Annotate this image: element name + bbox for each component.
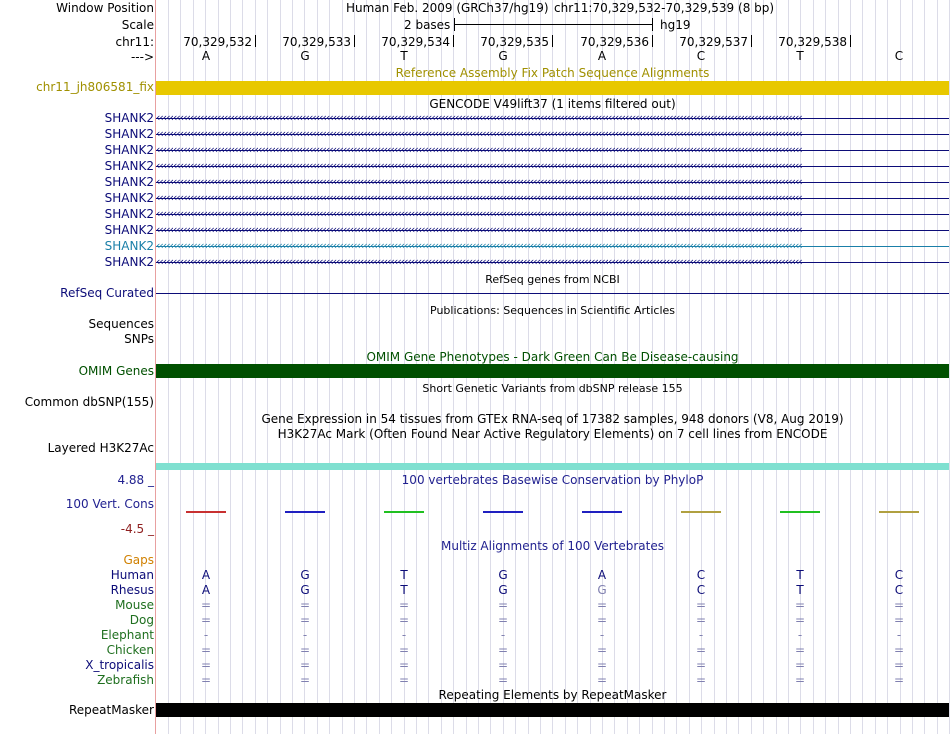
phylop-bar[interactable] xyxy=(384,511,424,513)
phylop-bar[interactable] xyxy=(582,511,622,513)
strand-arrows: ‹‹‹‹‹‹‹‹‹‹‹‹‹‹‹‹‹‹‹‹‹‹‹‹‹‹‹‹‹‹‹‹‹‹‹‹‹‹‹‹‹‹‹‹‹‹‹‹‹‹‹‹‹‹‹‹‹‹‹‹‹‹‹‹‹‹‹‹‹‹‹‹‹‹‹‹‹‹‹‹‹‹‹‹‹‹‹‹‹‹‹‹‹‹‹‹‹‹‹‹‹‹‹‹‹‹‹‹‹‹‹‹‹‹‹‹‹‹‹‹‹‹‹‹‹‹‹‹‹‹‹‹‹‹‹‹‹‹‹‹‹‹‹‹‹‹‹‹‹‹‹‹‹‹‹‹‹‹‹‹‹‹‹‹‹‹‹‹‹‹‹‹‹‹‹‹‹‹‹‹‹‹‹‹‹‹‹‹‹‹ xyxy=(156,111,802,124)
alignment-base: = xyxy=(695,613,707,627)
alignment-base: - xyxy=(698,628,704,642)
alignment-base: = xyxy=(299,673,311,687)
strand-arrows: ‹‹‹‹‹‹‹‹‹‹‹‹‹‹‹‹‹‹‹‹‹‹‹‹‹‹‹‹‹‹‹‹‹‹‹‹‹‹‹‹‹‹‹‹‹‹‹‹‹‹‹‹‹‹‹‹‹‹‹‹‹‹‹‹‹‹‹‹‹‹‹‹‹‹‹‹‹‹‹‹‹‹‹‹‹‹‹‹‹‹‹‹‹‹‹‹‹‹‹‹‹‹‹‹‹‹‹‹‹‹‹‹‹‹‹‹‹‹‹‹‹‹‹‹‹‹‹‹‹‹‹‹‹‹‹‹‹‹‹‹‹‹‹‹‹‹‹‹‹‹‹‹‹‹‹‹‹‹‹‹‹‹‹‹‹‹‹‹‹‹‹‹‹‹‹‹‹‹‹‹‹‹‹‹‹‹‹‹‹‹ xyxy=(156,207,802,220)
phylop-bar[interactable] xyxy=(780,511,820,513)
alignment-base: - xyxy=(797,628,803,642)
alignment-base: = xyxy=(794,673,806,687)
gencode-transcript[interactable] xyxy=(156,158,949,174)
coordinate-label: 70,329,538 xyxy=(778,35,847,49)
snps-label[interactable]: SNPs xyxy=(124,332,154,346)
species-label[interactable]: X_tropicalis xyxy=(85,658,154,672)
gencode-gene-label[interactable]: SHANK2 xyxy=(104,191,154,205)
alignment-base: - xyxy=(599,628,605,642)
h3k27ac-title: H3K27Ac Mark (Often Found Near Active Regulatory Elements) on 7 cell lines from ENCODE xyxy=(277,427,828,441)
species-label[interactable]: Elephant xyxy=(100,628,154,642)
phylop-max-label: 4.88 _ xyxy=(117,473,154,487)
strand-arrows: ‹‹‹‹‹‹‹‹‹‹‹‹‹‹‹‹‹‹‹‹‹‹‹‹‹‹‹‹‹‹‹‹‹‹‹‹‹‹‹‹‹‹‹‹‹‹‹‹‹‹‹‹‹‹‹‹‹‹‹‹‹‹‹‹‹‹‹‹‹‹‹‹‹‹‹‹‹‹‹‹‹‹‹‹‹‹‹‹‹‹‹‹‹‹‹‹‹‹‹‹‹‹‹‹‹‹‹‹‹‹‹‹‹‹‹‹‹‹‹‹‹‹‹‹‹‹‹‹‹‹‹‹‹‹‹‹‹‹‹‹‹‹‹‹‹‹‹‹‹‹‹‹‹‹‹‹‹‹‹‹‹‹‹‹‹‹‹‹‹‹‹‹‹‹‹‹‹‹‹‹‹‹‹‹‹‹‹‹‹‹ xyxy=(156,255,802,268)
alignment-base: = xyxy=(893,613,905,627)
coordinate-label: 70,329,533 xyxy=(282,35,351,49)
alignment-base: = xyxy=(200,658,212,672)
gencode-transcript[interactable] xyxy=(156,222,949,238)
alignment-base: - xyxy=(302,628,308,642)
alignment-base: = xyxy=(299,643,311,657)
alignment-base: = xyxy=(893,598,905,612)
alignment-base: - xyxy=(401,628,407,642)
gencode-transcript[interactable] xyxy=(156,238,949,254)
alignment-base: T xyxy=(796,568,804,582)
publications-title: Publications: Sequences in Scientific Articles xyxy=(430,304,675,317)
coordinate-label: 70,329,534 xyxy=(381,35,450,49)
gaps-label[interactable]: Gaps xyxy=(123,553,154,567)
alignment-base: = xyxy=(398,613,410,627)
strand-label: ---> xyxy=(130,50,154,64)
phylop-bar[interactable] xyxy=(285,511,325,513)
alignment-base: = xyxy=(893,643,905,657)
alignment-base: C xyxy=(696,583,706,597)
coordinate-label: 70,329,535 xyxy=(480,35,549,49)
alignment-base: G xyxy=(498,568,508,582)
gencode-gene-label[interactable]: SHANK2 xyxy=(104,207,154,221)
dbsnp-title: Short Genetic Variants from dbSNP release 155 xyxy=(422,382,683,395)
position-readout: chr11:70,329,532-70,329,539 (8 bp) xyxy=(554,1,775,15)
strand-arrows: ‹‹‹‹‹‹‹‹‹‹‹‹‹‹‹‹‹‹‹‹‹‹‹‹‹‹‹‹‹‹‹‹‹‹‹‹‹‹‹‹‹‹‹‹‹‹‹‹‹‹‹‹‹‹‹‹‹‹‹‹‹‹‹‹‹‹‹‹‹‹‹‹‹‹‹‹‹‹‹‹‹‹‹‹‹‹‹‹‹‹‹‹‹‹‹‹‹‹‹‹‹‹‹‹‹‹‹‹‹‹‹‹‹‹‹‹‹‹‹‹‹‹‹‹‹‹‹‹‹‹‹‹‹‹‹‹‹‹‹‹‹‹‹‹‹‹‹‹‹‹‹‹‹‹‹‹‹‹‹‹‹‹‹‹‹‹‹‹‹‹‹‹‹‹‹‹‹‹‹‹‹‹‹‹‹‹‹‹‹‹ xyxy=(156,191,802,204)
gencode-gene-label[interactable]: SHANK2 xyxy=(104,127,154,141)
species-label[interactable]: Zebrafish xyxy=(97,673,154,687)
alignment-base: = xyxy=(299,613,311,627)
h3k27ac-signal[interactable] xyxy=(156,463,949,470)
chrom-label: chr11: xyxy=(115,35,154,49)
alignment-base: = xyxy=(398,598,410,612)
alignment-base: C xyxy=(696,568,706,582)
species-label[interactable]: Mouse xyxy=(115,598,154,612)
alignment-base: C xyxy=(894,568,904,582)
alignment-base: = xyxy=(497,673,509,687)
coordinate-tick xyxy=(552,35,553,47)
species-label[interactable]: Human xyxy=(110,568,154,582)
gencode-transcript[interactable] xyxy=(156,110,949,126)
gencode-transcript[interactable] xyxy=(156,254,949,270)
strand-arrows: ‹‹‹‹‹‹‹‹‹‹‹‹‹‹‹‹‹‹‹‹‹‹‹‹‹‹‹‹‹‹‹‹‹‹‹‹‹‹‹‹‹‹‹‹‹‹‹‹‹‹‹‹‹‹‹‹‹‹‹‹‹‹‹‹‹‹‹‹‹‹‹‹‹‹‹‹‹‹‹‹‹‹‹‹‹‹‹‹‹‹‹‹‹‹‹‹‹‹‹‹‹‹‹‹‹‹‹‹‹‹‹‹‹‹‹‹‹‹‹‹‹‹‹‹‹‹‹‹‹‹‹‹‹‹‹‹‹‹‹‹‹‹‹‹‹‹‹‹‹‹‹‹‹‹‹‹‹‹‹‹‹‹‹‹‹‹‹‹‹‹‹‹‹‹‹‹‹‹‹‹‹‹‹‹‹‹‹‹‹‹ xyxy=(156,239,802,252)
fix-patch-label[interactable]: chr11_jh806581_fix xyxy=(36,80,154,94)
strand-arrows: ‹‹‹‹‹‹‹‹‹‹‹‹‹‹‹‹‹‹‹‹‹‹‹‹‹‹‹‹‹‹‹‹‹‹‹‹‹‹‹‹‹‹‹‹‹‹‹‹‹‹‹‹‹‹‹‹‹‹‹‹‹‹‹‹‹‹‹‹‹‹‹‹‹‹‹‹‹‹‹‹‹‹‹‹‹‹‹‹‹‹‹‹‹‹‹‹‹‹‹‹‹‹‹‹‹‹‹‹‹‹‹‹‹‹‹‹‹‹‹‹‹‹‹‹‹‹‹‹‹‹‹‹‹‹‹‹‹‹‹‹‹‹‹‹‹‹‹‹‹‹‹‹‹‹‹‹‹‹‹‹‹‹‹‹‹‹‹‹‹‹‹‹‹‹‹‹‹‹‹‹‹‹‹‹‹‹‹‹‹‹ xyxy=(156,223,802,236)
scale-label: Scale xyxy=(121,18,154,32)
alignment-base: G xyxy=(597,583,607,597)
omim-title: OMIM Gene Phenotypes - Dark Green Can Be Disease-causing xyxy=(366,350,739,364)
strand-arrows: ‹‹‹‹‹‹‹‹‹‹‹‹‹‹‹‹‹‹‹‹‹‹‹‹‹‹‹‹‹‹‹‹‹‹‹‹‹‹‹‹‹‹‹‹‹‹‹‹‹‹‹‹‹‹‹‹‹‹‹‹‹‹‹‹‹‹‹‹‹‹‹‹‹‹‹‹‹‹‹‹‹‹‹‹‹‹‹‹‹‹‹‹‹‹‹‹‹‹‹‹‹‹‹‹‹‹‹‹‹‹‹‹‹‹‹‹‹‹‹‹‹‹‹‹‹‹‹‹‹‹‹‹‹‹‹‹‹‹‹‹‹‹‹‹‹‹‹‹‹‹‹‹‹‹‹‹‹‹‹‹‹‹‹‹‹‹‹‹‹‹‹‹‹‹‹‹‹‹‹‹‹‹‹‹‹‹‹‹‹‹ xyxy=(156,175,802,188)
gencode-gene-label[interactable]: SHANK2 xyxy=(104,159,154,173)
alignment-base: = xyxy=(497,613,509,627)
assembly-title: Human Feb. 2009 (GRCh37/hg19) xyxy=(346,1,549,15)
scale-text: 2 bases xyxy=(404,18,451,32)
alignment-base: G xyxy=(498,583,508,597)
multiz-title: Multiz Alignments of 100 Vertebrates xyxy=(440,539,665,553)
alignment-base: = xyxy=(398,643,410,657)
alignment-base: A xyxy=(201,568,211,582)
gencode-transcript[interactable] xyxy=(156,142,949,158)
alignment-base: A xyxy=(597,568,607,582)
fix-patch-feature[interactable] xyxy=(156,81,949,95)
alignment-base: = xyxy=(299,658,311,672)
gencode-gene-label[interactable]: SHANK2 xyxy=(104,223,154,237)
sequences-label[interactable]: Sequences xyxy=(88,317,154,331)
alignment-base: = xyxy=(794,598,806,612)
alignment-base: = xyxy=(299,598,311,612)
alignment-base: = xyxy=(497,658,509,672)
alignment-base: G xyxy=(300,568,310,582)
alignment-base: = xyxy=(596,643,608,657)
alignment-base: = xyxy=(200,673,212,687)
alignment-base: - xyxy=(896,628,902,642)
h3k27ac-label[interactable]: Layered H3K27Ac xyxy=(47,441,154,455)
refseq-title: RefSeq genes from NCBI xyxy=(485,273,620,286)
alignment-base: G xyxy=(300,583,310,597)
gencode-gene-label[interactable]: SHANK2 xyxy=(104,239,154,253)
phylop-bar[interactable] xyxy=(879,511,919,513)
alignment-base: = xyxy=(893,658,905,672)
phylop-bar[interactable] xyxy=(186,511,226,513)
alignment-base: = xyxy=(596,613,608,627)
coordinate-label: 70,329,537 xyxy=(679,35,748,49)
coordinate-tick xyxy=(850,35,851,47)
gencode-title: GENCODE V49lift37 (1 items filtered out) xyxy=(429,97,676,111)
strand-arrows: ‹‹‹‹‹‹‹‹‹‹‹‹‹‹‹‹‹‹‹‹‹‹‹‹‹‹‹‹‹‹‹‹‹‹‹‹‹‹‹‹‹‹‹‹‹‹‹‹‹‹‹‹‹‹‹‹‹‹‹‹‹‹‹‹‹‹‹‹‹‹‹‹‹‹‹‹‹‹‹‹‹‹‹‹‹‹‹‹‹‹‹‹‹‹‹‹‹‹‹‹‹‹‹‹‹‹‹‹‹‹‹‹‹‹‹‹‹‹‹‹‹‹‹‹‹‹‹‹‹‹‹‹‹‹‹‹‹‹‹‹‹‹‹‹‹‹‹‹‹‹‹‹‹‹‹‹‹‹‹‹‹‹‹‹‹‹‹‹‹‹‹‹‹‹‹‹‹‹‹‹‹‹‹‹‹‹‹‹‹‹ xyxy=(156,143,802,156)
gtex-title: Gene Expression in 54 tissues from GTEx RNA-seq of 17382 samples, 948 donors (V8, Aug 2019) xyxy=(261,412,844,426)
phylop-bar[interactable] xyxy=(483,511,523,513)
gencode-gene-label[interactable]: SHANK2 xyxy=(104,255,154,269)
db-label: hg19 xyxy=(660,18,691,32)
coordinate-tick xyxy=(255,35,256,47)
alignment-base: - xyxy=(203,628,209,642)
alignment-base: - xyxy=(500,628,506,642)
gencode-transcript[interactable] xyxy=(156,190,949,206)
gencode-transcript[interactable] xyxy=(156,126,949,142)
coordinate-tick xyxy=(453,35,454,47)
phylop-min-label: -4.5 _ xyxy=(120,522,154,536)
alignment-base: = xyxy=(695,598,707,612)
fix-patch-title: Reference Assembly Fix Patch Sequence Alignments xyxy=(395,66,710,80)
strand-arrows: ‹‹‹‹‹‹‹‹‹‹‹‹‹‹‹‹‹‹‹‹‹‹‹‹‹‹‹‹‹‹‹‹‹‹‹‹‹‹‹‹‹‹‹‹‹‹‹‹‹‹‹‹‹‹‹‹‹‹‹‹‹‹‹‹‹‹‹‹‹‹‹‹‹‹‹‹‹‹‹‹‹‹‹‹‹‹‹‹‹‹‹‹‹‹‹‹‹‹‹‹‹‹‹‹‹‹‹‹‹‹‹‹‹‹‹‹‹‹‹‹‹‹‹‹‹‹‹‹‹‹‹‹‹‹‹‹‹‹‹‹‹‹‹‹‹‹‹‹‹‹‹‹‹‹‹‹‹‹‹‹‹‹‹‹‹‹‹‹‹‹‹‹‹‹‹‹‹‹‹‹‹‹‹‹‹‹‹‹‹‹ xyxy=(156,159,802,172)
alignment-base: T xyxy=(400,568,408,582)
coordinate-tick xyxy=(751,35,752,47)
coordinate-tick xyxy=(652,35,653,47)
dbsnp-label[interactable]: Common dbSNP(155) xyxy=(24,395,154,409)
alignment-base: = xyxy=(695,658,707,672)
base-letter: A xyxy=(597,49,607,63)
alignment-base: = xyxy=(695,643,707,657)
species-label[interactable]: Dog xyxy=(129,613,154,627)
alignment-base: T xyxy=(796,583,804,597)
alignment-base: = xyxy=(695,673,707,687)
repeatmasker-title: Repeating Elements by RepeatMasker xyxy=(438,688,667,702)
alignment-base: = xyxy=(794,658,806,672)
repeatmasker-label[interactable]: RepeatMasker xyxy=(68,703,154,717)
strand-arrows: ‹‹‹‹‹‹‹‹‹‹‹‹‹‹‹‹‹‹‹‹‹‹‹‹‹‹‹‹‹‹‹‹‹‹‹‹‹‹‹‹‹‹‹‹‹‹‹‹‹‹‹‹‹‹‹‹‹‹‹‹‹‹‹‹‹‹‹‹‹‹‹‹‹‹‹‹‹‹‹‹‹‹‹‹‹‹‹‹‹‹‹‹‹‹‹‹‹‹‹‹‹‹‹‹‹‹‹‹‹‹‹‹‹‹‹‹‹‹‹‹‹‹‹‹‹‹‹‹‹‹‹‹‹‹‹‹‹‹‹‹‹‹‹‹‹‹‹‹‹‹‹‹‹‹‹‹‹‹‹‹‹‹‹‹‹‹‹‹‹‹‹‹‹‹‹‹‹‹‹‹‹‹‹‹‹‹‹‹‹‹ xyxy=(156,127,802,140)
scale-bar-right-cap xyxy=(652,18,653,31)
gencode-gene-label[interactable]: SHANK2 xyxy=(104,143,154,157)
refseq-label[interactable]: RefSeq Curated xyxy=(60,286,154,300)
coordinate-label: 70,329,532 xyxy=(183,35,252,49)
phylop-label[interactable]: 100 Vert. Cons xyxy=(65,497,154,511)
phylop-title: 100 vertebrates Basewise Conservation by PhyloP xyxy=(401,473,704,487)
gencode-gene-label[interactable]: SHANK2 xyxy=(104,175,154,189)
scale-bar-left-cap xyxy=(454,18,455,31)
alignment-base: = xyxy=(794,643,806,657)
alignment-base: C xyxy=(894,583,904,597)
alignment-base: = xyxy=(497,598,509,612)
repeatmasker-feature[interactable] xyxy=(156,703,949,717)
window-position-label: Window Position xyxy=(56,1,154,15)
alignment-base: T xyxy=(400,583,408,597)
omim-label[interactable]: OMIM Genes xyxy=(78,364,154,378)
alignment-base: = xyxy=(200,613,212,627)
alignment-base: = xyxy=(497,643,509,657)
refseq-feature[interactable] xyxy=(156,293,949,294)
alignment-base: = xyxy=(398,658,410,672)
gencode-transcript[interactable] xyxy=(156,174,949,190)
coordinate-label: 70,329,536 xyxy=(580,35,649,49)
base-letter: C xyxy=(894,49,904,63)
scale-bar xyxy=(454,24,652,25)
species-label[interactable]: Chicken xyxy=(106,643,154,657)
gencode-gene-label[interactable]: SHANK2 xyxy=(104,111,154,125)
gencode-transcript[interactable] xyxy=(156,206,949,222)
alignment-base: = xyxy=(596,673,608,687)
alignment-base: = xyxy=(794,613,806,627)
alignment-base: = xyxy=(893,673,905,687)
base-letter: C xyxy=(696,49,706,63)
base-letter: A xyxy=(201,49,211,63)
species-label[interactable]: Rhesus xyxy=(110,583,154,597)
alignment-base: = xyxy=(200,643,212,657)
base-letter: T xyxy=(796,49,804,63)
coordinate-tick xyxy=(354,35,355,47)
base-letter: G xyxy=(498,49,508,63)
phylop-bar[interactable] xyxy=(681,511,721,513)
omim-feature[interactable] xyxy=(156,364,949,378)
alignment-base: = xyxy=(596,658,608,672)
base-letter: G xyxy=(300,49,310,63)
alignment-base: = xyxy=(596,598,608,612)
alignment-base: = xyxy=(200,598,212,612)
alignment-base: A xyxy=(201,583,211,597)
base-letter: T xyxy=(400,49,408,63)
alignment-base: = xyxy=(398,673,410,687)
